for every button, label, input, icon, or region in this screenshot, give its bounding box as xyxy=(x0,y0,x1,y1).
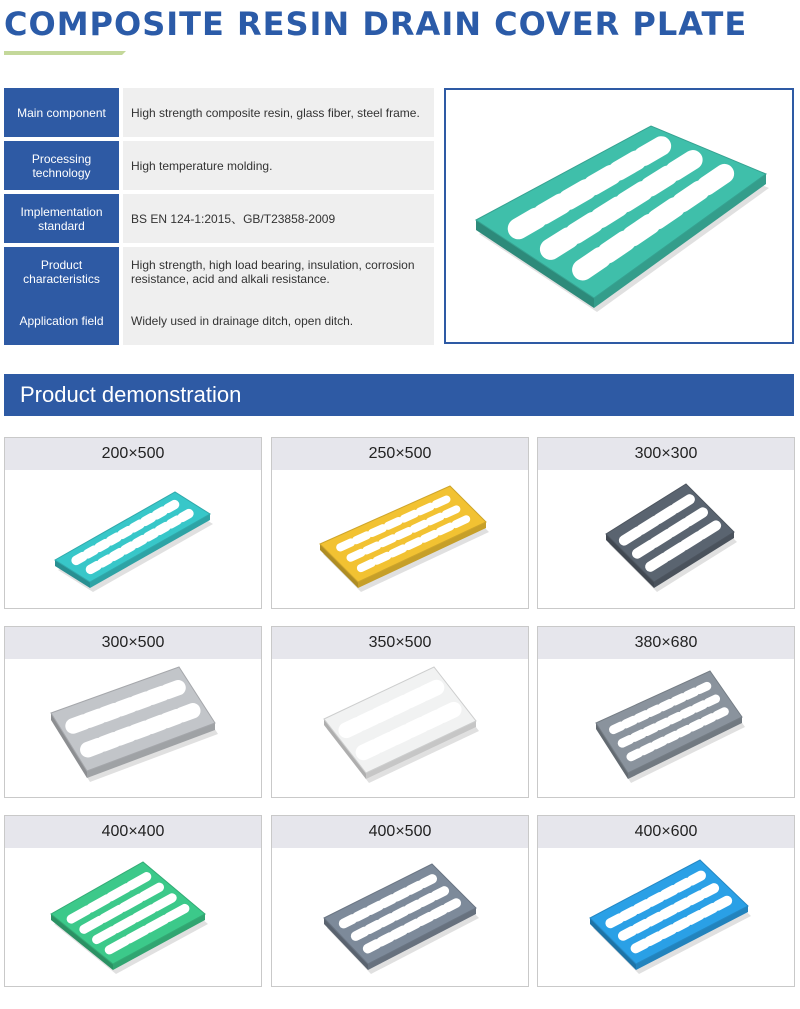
hero-product-image xyxy=(444,88,794,344)
drain-cover-plate-icon xyxy=(272,470,528,608)
product-size-label: 300×300 xyxy=(538,438,794,470)
spec-label: Processing technology xyxy=(4,141,119,190)
spec-value: High strength composite resin, glass fiber, steel frame. xyxy=(123,88,434,137)
spec-row-application-field xyxy=(4,296,434,345)
product-demonstration-banner: Product demonstration xyxy=(4,374,794,416)
drain-cover-plate-icon xyxy=(538,470,794,608)
spec-row-implementation-standard xyxy=(4,194,434,243)
product-size-label: 200×500 xyxy=(5,438,261,470)
product-size-label: 400×600 xyxy=(538,816,794,848)
page-title: COMPOSITE RESIN DRAIN COVER PLATE xyxy=(4,5,748,43)
spec-label: Product characteristics xyxy=(4,247,119,296)
spec-value: BS EN 124-1:2015、GB/T23858-2009 xyxy=(123,194,434,243)
spec-row-product-characteristics xyxy=(4,247,434,296)
spec-row-main-component xyxy=(4,88,434,137)
drain-cover-plate-icon xyxy=(538,659,794,797)
product-card-400x400 xyxy=(4,815,262,987)
drain-cover-plate-icon xyxy=(5,659,261,797)
spec-value: Widely used in drainage ditch, open ditch. xyxy=(123,296,434,345)
drain-cover-plate-icon xyxy=(446,90,792,342)
spec-label: Application field xyxy=(4,296,119,345)
product-size-label: 350×500 xyxy=(272,627,528,659)
product-size-label: 300×500 xyxy=(5,627,261,659)
product-size-label: 400×400 xyxy=(5,816,261,848)
drain-cover-plate-icon xyxy=(538,848,794,986)
product-card-400x500 xyxy=(271,815,529,987)
product-card-300x500 xyxy=(4,626,262,798)
spec-value: High strength, high load bearing, insulation, corrosion resistance, acid and alkali resistance. xyxy=(123,247,434,296)
drain-cover-plate-icon xyxy=(5,848,261,986)
product-size-label: 400×500 xyxy=(272,816,528,848)
drain-cover-plate-icon xyxy=(272,659,528,797)
spec-value: High temperature molding. xyxy=(123,141,434,190)
drain-cover-plate-icon xyxy=(5,470,261,608)
spec-label: Main component xyxy=(4,88,119,137)
product-card-250x500 xyxy=(271,437,529,609)
product-card-400x600 xyxy=(537,815,795,987)
product-card-380x680 xyxy=(537,626,795,798)
spec-row-processing-technology xyxy=(4,141,434,190)
drain-cover-plate-icon xyxy=(272,848,528,986)
title-underline xyxy=(4,50,126,56)
product-card-200x500 xyxy=(4,437,262,609)
spec-label: Implementation standard xyxy=(4,194,119,243)
product-size-label: 250×500 xyxy=(272,438,528,470)
product-size-label: 380×680 xyxy=(538,627,794,659)
product-card-300x300 xyxy=(537,437,795,609)
product-card-350x500 xyxy=(271,626,529,798)
